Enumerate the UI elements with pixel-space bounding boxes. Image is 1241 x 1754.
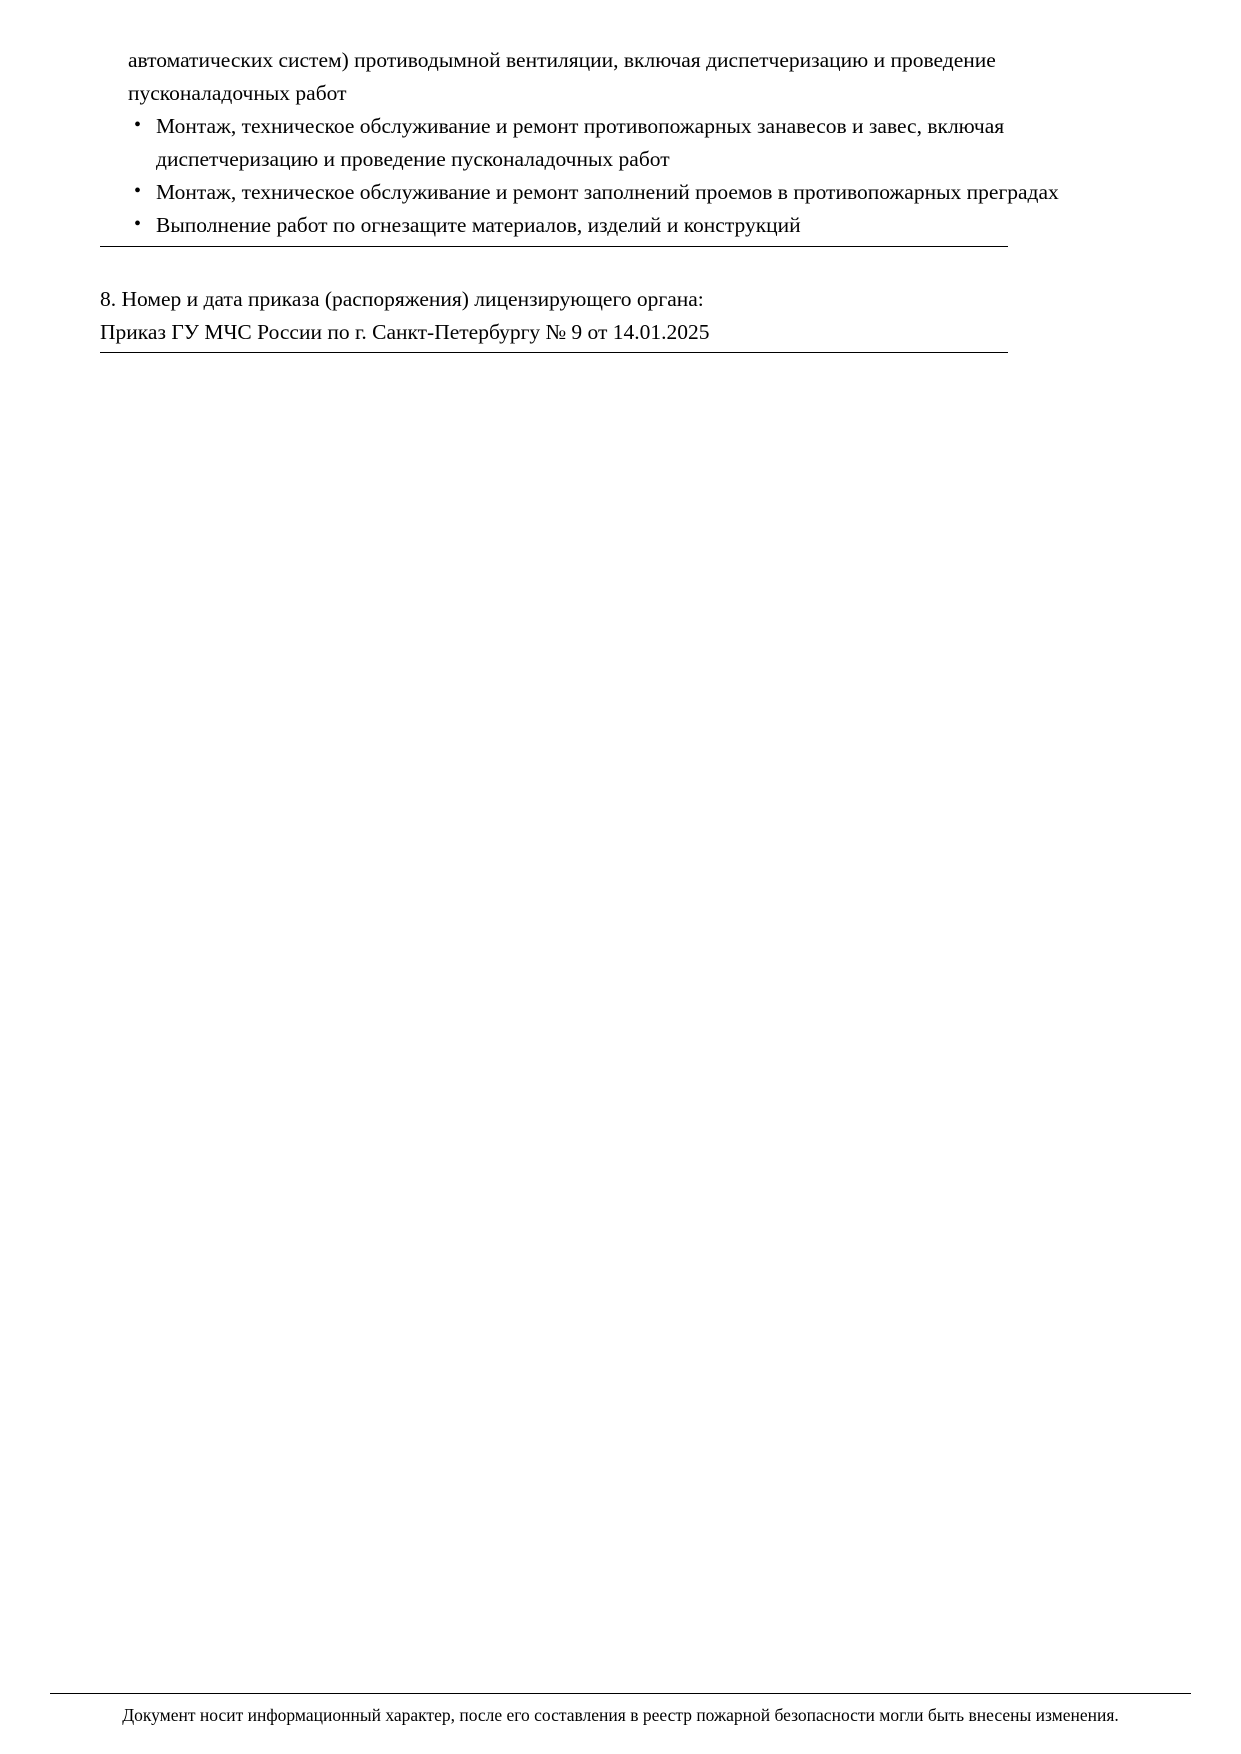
footer-note: Документ носит информационный характер, после его составления в реестр пожарной безопасности могли быть внесены изменения.: [122, 1705, 1119, 1725]
list-item: [128, 209, 1141, 242]
page-footer: [0, 1693, 1241, 1726]
bullet-icon: •: [134, 114, 142, 136]
list-item: [128, 176, 1141, 209]
section-8-underline: [100, 352, 1008, 353]
list-item-text: Выполнение работ по огнезащите материалов, изделий и конструкций: [156, 213, 801, 237]
section-8-value: Приказ ГУ МЧС России по г. Санкт-Петербургу № 9 от 14.01.2025: [100, 320, 710, 344]
list-item: [128, 110, 1141, 176]
section-8: [100, 283, 1141, 353]
bullet-icon: •: [134, 213, 142, 235]
section-8-label: 8. Номер и дата приказа (распоряжения) лицензирующего органа:: [100, 287, 704, 311]
list-item-text: Монтаж, техническое обслуживание и ремонт заполнений проемов в противопожарных преградах: [156, 180, 1059, 204]
footer-divider: [50, 1693, 1191, 1694]
licensed-works-block: [100, 44, 1141, 247]
works-list: [100, 110, 1141, 242]
works-underline: [100, 246, 1008, 247]
bullet-icon: •: [134, 180, 142, 202]
continued-paragraph: автоматических систем) противодымной вентиляции, включая диспетчеризацию и проведение пусконаладочных работ: [128, 48, 996, 105]
list-item-text: Монтаж, техническое обслуживание и ремонт противопожарных занавесов и завес, включая диспетчеризацию и проведение пусконаладочных работ: [156, 114, 1005, 171]
